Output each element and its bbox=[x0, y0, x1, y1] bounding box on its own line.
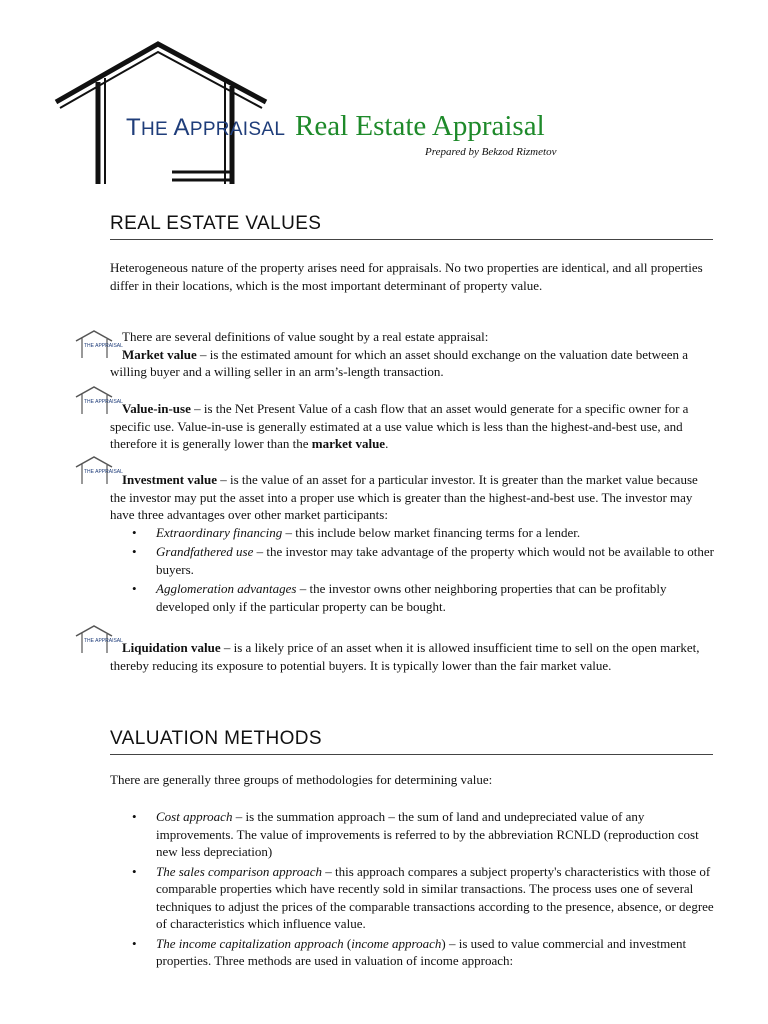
investment-value-term: Investment value bbox=[122, 472, 217, 487]
house-bullet-icon bbox=[74, 329, 123, 359]
advantage-term: Extraordinary financing bbox=[156, 524, 283, 540]
house-bullet-icon bbox=[74, 624, 123, 654]
small-logo-label: THE APPRAISAL bbox=[84, 343, 123, 349]
investment-value-block bbox=[110, 471, 715, 617]
page-subtitle: Prepared by Bekzod Rizmetov bbox=[425, 146, 557, 158]
logo-brand-mid: HE bbox=[140, 119, 174, 140]
advantage-text: – the investor owns other neighboring properties that can be profitably developed only if the particular property can be bought. bbox=[156, 581, 667, 614]
market-value-definition bbox=[110, 346, 715, 381]
method-paren: ( bbox=[343, 935, 352, 951]
values-intro-text: Heterogeneous nature of the property arises need for appraisals. No two properties are identical, and all properties differ in their locations, which is the most important determinant of property value. bbox=[110, 260, 703, 293]
methods-intro bbox=[110, 771, 715, 789]
investment-value-text: – is the value of an asset for a particular investor. It is greater than the market value because the investor may put the asset into a proper use which is greater than the highest-and-best use. The investor may have three advantages over other market participants: bbox=[110, 472, 698, 522]
value-in-use-period: . bbox=[385, 436, 389, 451]
definitions-intro: There are several definitions of value sought by a real estate appraisal: bbox=[122, 329, 489, 344]
liquidation-value-text: – is a likely price of an asset when it is allowed insufficient time to sell on the open market, thereby reducing its exposure to potential buyers. It is typically lower than the fair market value. bbox=[110, 640, 700, 673]
logo bbox=[52, 38, 284, 188]
liquidation-value-term: Liquidation value bbox=[122, 640, 221, 655]
method-term: The income capitalization approach bbox=[156, 935, 344, 951]
value-in-use-market-value: market value bbox=[311, 436, 386, 451]
small-logo-label: THE APPRAISAL bbox=[84, 638, 123, 644]
method-term: Cost approach bbox=[156, 809, 233, 824]
advantage-term: Agglomeration advantages bbox=[156, 581, 297, 596]
values-intro bbox=[110, 259, 715, 294]
logo-brand-a: A bbox=[173, 114, 190, 141]
logo-brand-prefix: T bbox=[126, 114, 141, 141]
advantage-text: – the investor may take advantage of the property which would not be available to other buyers. bbox=[156, 544, 715, 577]
methods-list bbox=[110, 808, 715, 970]
logo-brand-rest: PPRAISAL bbox=[189, 119, 286, 140]
method-term-alt: income approach bbox=[351, 935, 442, 951]
section-heading-values: REAL ESTATE VALUES bbox=[110, 213, 713, 240]
liquidation-value-definition bbox=[110, 639, 715, 674]
page-title: Real Estate Appraisal bbox=[295, 110, 545, 142]
list-item bbox=[156, 543, 715, 578]
method-text: ) – is used to value commercial and investment properties. Three methods are used in valuation of income approach: bbox=[156, 935, 687, 968]
advantages-list bbox=[110, 524, 715, 616]
house-bullet-icon bbox=[74, 455, 123, 485]
advantage-text: – this include below market financing terms for a lender. bbox=[282, 524, 581, 540]
house-logo-icon bbox=[52, 38, 284, 188]
list-item bbox=[156, 580, 715, 615]
market-value-text: – is the estimated amount for which an asset should exchange on the valuation date between a willing buyer and a willing seller in an arm’s-length transaction. bbox=[110, 346, 689, 379]
small-logo-label: THE APPRAISAL bbox=[84, 399, 123, 405]
list-item bbox=[156, 808, 715, 861]
house-bullet-icon bbox=[74, 385, 123, 415]
value-in-use-block bbox=[110, 400, 715, 453]
method-text: – is the summation approach – the sum of land and undepreciated value of any improvements. The value of improvements is referred to by the abbreviation RCNLD (reproduction cost new less depreciation) bbox=[156, 809, 699, 859]
investment-value-definition bbox=[110, 471, 715, 524]
section-heading-methods: VALUATION METHODS bbox=[110, 728, 713, 755]
value-in-use-term: Value-in-use bbox=[122, 401, 191, 416]
list-item bbox=[156, 524, 715, 542]
small-logo-label: THE APPRAISAL bbox=[84, 469, 123, 475]
list-item bbox=[156, 863, 715, 933]
list-item bbox=[156, 935, 715, 970]
value-in-use-text: – is the Net Present Value of a cash flow that an asset would generate for a specific owner for a specific use. Value-in-use is generally estimated at a use value which is less than the highest-and-best use, and therefore it is generally lower than the bbox=[110, 401, 689, 451]
value-in-use-definition bbox=[110, 400, 715, 453]
method-term: The sales comparison approach bbox=[156, 863, 322, 879]
advantage-term: Grandfathered use bbox=[156, 544, 254, 559]
market-value-term: Market value bbox=[122, 346, 197, 362]
logo-brand-text bbox=[126, 114, 285, 142]
market-value-block bbox=[110, 328, 715, 381]
method-text: – this approach compares a subject property's characteristics with those of comparable properties which have recently sold in similar transactions. The process uses one of several techniques to adjust the prices of the comparable transactions according to the presence, absence, or degree of characteristics which influence value. bbox=[156, 863, 714, 931]
methods-intro-text: There are generally three groups of methodologies for determining value: bbox=[110, 772, 493, 787]
liquidation-value-block bbox=[110, 639, 715, 674]
methods-block bbox=[110, 808, 715, 972]
